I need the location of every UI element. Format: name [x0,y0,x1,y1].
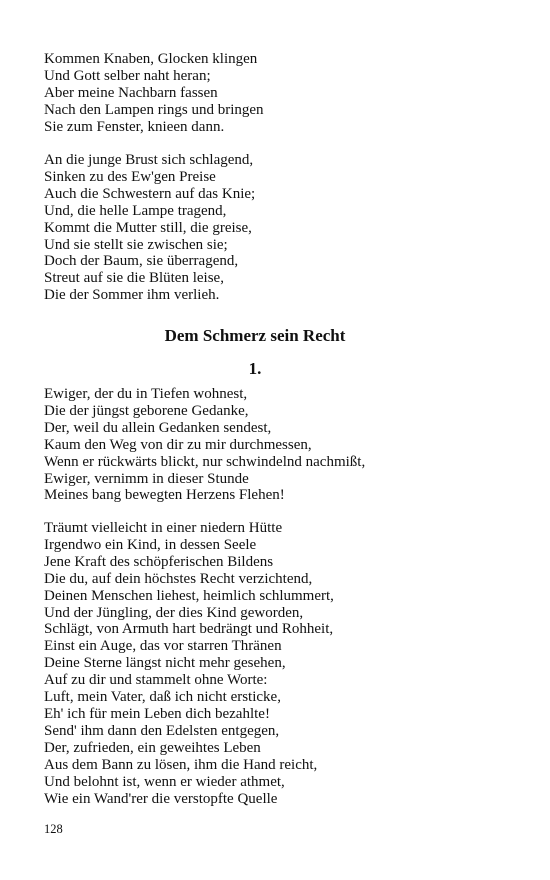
verse-line: Ewiger, vernimm in dieser Stunde [44,470,249,487]
verse-line: An die junge Brust sich schlagend, [44,152,254,168]
verse-line: Eh' ich für mein Leben dich bezahlte! [44,705,270,722]
verse-line: Nach den Lampen rings und bringen [44,101,264,118]
verse-line: Einst ein Auge, das vor starren Thränen [44,638,282,655]
stanza-1 [44,51,264,136]
verse-line: Streut auf sie die Blüten leise, [44,270,224,287]
verse-line: Schlägt, von Armuth hart bedrängt und Rohheit, [44,621,334,638]
verse-line: Aber meine Nachbarn fassen [44,84,218,101]
verse-line: Meines bang bewegten Herzens Flehen! [44,487,285,504]
verse-line: Träumt vielleicht in einer niedern Hütte [44,520,283,536]
verse-line: Irgendwo ein Kind, in dessen Seele [44,536,257,553]
verse-line: Die der Sommer ihm verlieh. [44,287,220,304]
verse-line: Die der jüngst geborene Gedanke, [44,402,249,419]
verse-line: Aus dem Bann zu lösen, ihm die Hand reicht, [44,756,318,773]
verse-line: Wenn er rückwärts blickt, nur schwindelnd nachmißt, [44,453,366,470]
verse-line: Kommen Knaben, Glocken klingen [44,51,258,67]
verse-line: Die du, auf dein höchstes Recht verzichtend, [44,570,313,587]
verse-line: Sinken zu des Ew'gen Preise [44,168,216,185]
verse-line: Und, die helle Lampe tragend, [44,202,227,219]
verse-line: Luft, mein Vater, daß ich nicht ersticke, [44,689,281,706]
verse-line: Kaum den Weg von dir zu mir durchmessen, [44,436,312,453]
verse-line: Ewiger, der du in Tiefen wohnest, [44,386,248,402]
stanza-3 [44,386,365,504]
verse-line: Kommt die Mutter still, die greise, [44,219,252,236]
verse-line: Send' ihm dann den Edelsten entgegen, [44,722,280,739]
verse-line: Jene Kraft des schöpferischen Bildens [44,553,274,570]
verse-line: Deine Sterne längst nicht mehr gesehen, [44,655,286,672]
verse-line: Und der Jüngling, der dies Kind geworden, [44,604,304,621]
page-number: 128 [44,822,63,836]
verse-line: Und sie stellt sie zwischen sie; [44,236,228,253]
verse-line: Der, zufrieden, ein geweihtes Leben [44,739,261,756]
stanza-2 [44,152,255,304]
poem-title: Dem Schmerz sein Recht [164,326,346,345]
verse-line: Und Gott selber naht heran; [44,67,211,84]
verse-line: Und belohnt ist, wenn er wieder athmet, [44,773,285,790]
verse-line: Auf zu dir und stammelt ohne Worte: [44,672,268,689]
verse-line: Deinen Menschen liehest, heimlich schlummert, [44,587,334,604]
verse-line: Doch der Baum, sie überragend, [44,253,239,270]
verse-line: Sie zum Fenster, knieen dann. [44,118,225,135]
verse-line: Auch die Schwestern auf das Knie; [44,185,256,202]
verse-line: Wie ein Wand'rer die verstopfte Quelle [44,790,278,807]
verse-line: Der, weil du allein Gedanken sendest, [44,419,272,436]
stanza-4 [44,520,334,807]
section-number: 1. [248,359,262,378]
